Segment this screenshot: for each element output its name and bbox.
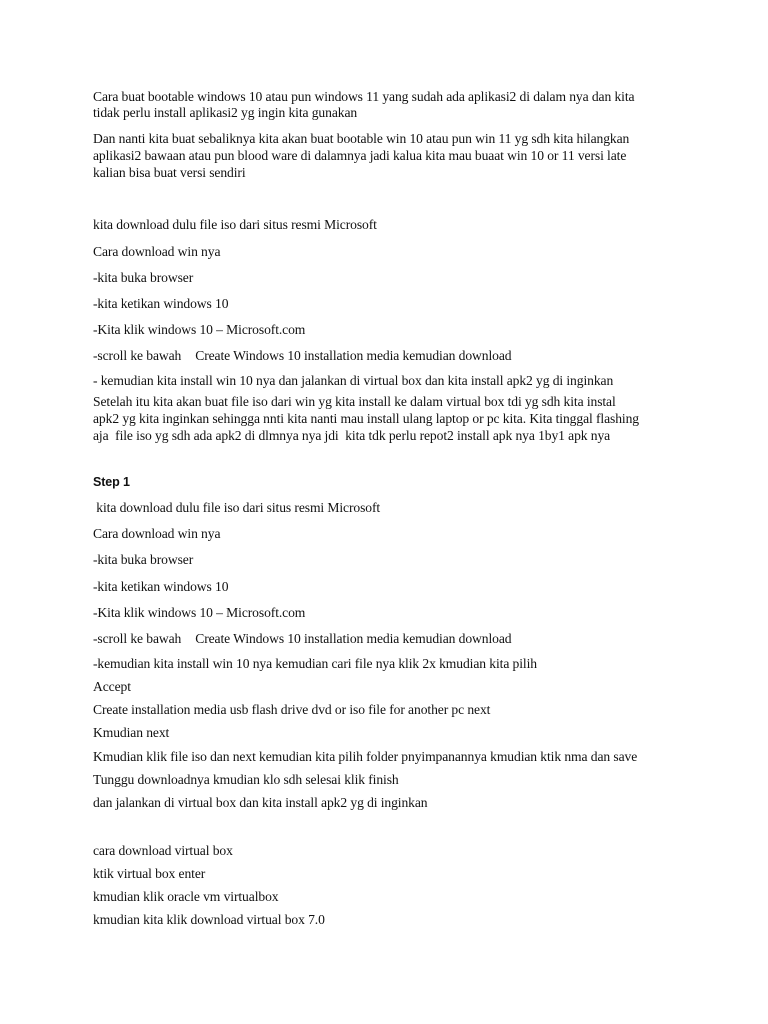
section1-line-6-part-b: Create Windows 10 installation media kemudian download: [195, 348, 512, 363]
step1-line-4: -kita ketikan windows 10: [93, 579, 229, 594]
virtualbox-line-4: kmudian kita klik download virtual box 7.0: [93, 912, 325, 927]
step1-line-12: Tunggu downloadnya kmudian klo sdh selesai klik finish: [93, 772, 399, 787]
section1-paragraph-line-2: apk2 yg kita inginkan sehingga nnti kita nanti mau install ulang laptop or pc kita. Kita tinggal flashing: [93, 411, 639, 426]
section1-line-3: -kita buka browser: [93, 270, 194, 285]
section1-line-1: kita download dulu file iso dari situs resmi Microsoft: [93, 217, 377, 232]
document-page: [93, 0, 693, 1024]
section1-paragraph-line-1: Setelah itu kita akan buat file iso dari win yg kita install ke dalam virtual box tdi yg sdh kita instal: [93, 394, 616, 409]
intro-paragraph-2-line-1: Dan nanti kita buat sebaliknya kita akan buat bootable win 10 atau pun win 11 yg sdh kita hilangkan: [93, 131, 630, 146]
step1-line-10: Kmudian next: [93, 725, 170, 740]
step1-line-6-part-b: Create Windows 10 installation media kemudian download: [195, 631, 512, 646]
step1-line-6: [93, 630, 511, 647]
step1-line-2: Cara download win nya: [93, 526, 221, 541]
step1-line-3: -kita buka browser: [93, 552, 194, 567]
intro-paragraph-2-line-3: kalian bisa buat versi sendiri: [93, 165, 246, 180]
section1-line-6-part-a: -scroll ke bawah: [93, 348, 182, 363]
section1-line-2: Cara download win nya: [93, 244, 221, 259]
virtualbox-line-3: kmudian klik oracle vm virtualbox: [93, 889, 279, 904]
step1-line-6-part-a: -scroll ke bawah: [93, 631, 182, 646]
step1-line-11: Kmudian klik file iso dan next kemudian kita pilih folder pnyimpanannya kmudian ktik nma dan save: [93, 749, 638, 764]
section1-line-7: - kemudian kita install win 10 nya dan jalankan di virtual box dan kita install apk2 yg di inginkan: [93, 373, 614, 388]
step1-line-1: kita download dulu file iso dari situs resmi Microsoft: [93, 500, 381, 515]
intro-paragraph-2-line-2: aplikasi2 bawaan atau pun blood ware di dalamnya jadi kalua kita mau buaat win 10 or 11 versi late: [93, 148, 627, 163]
section1-paragraph-line-3: aja file iso yg sdh ada apk2 di dlmnya nya jdi kita tdk perlu repot2 install apk nya 1by1 apk nya: [93, 428, 611, 443]
intro-paragraph-1-line-1: Cara buat bootable windows 10 atau pun windows 11 yang sudah ada aplikasi2 di dalam nya dan kita: [93, 89, 635, 104]
virtualbox-line-1: cara download virtual box: [93, 843, 233, 858]
step1-line-13: dan jalankan di virtual box dan kita install apk2 yg di inginkan: [93, 795, 428, 810]
step1-line-9: Create installation media usb flash drive dvd or iso file for another pc next: [93, 702, 491, 717]
virtualbox-line-2: ktik virtual box enter: [93, 866, 206, 881]
step1-line-8: Accept: [93, 679, 131, 694]
section1-line-4: -kita ketikan windows 10: [93, 296, 229, 311]
section1-line-6: [93, 347, 511, 364]
step1-line-5: -Kita klik windows 10 – Microsoft.com: [93, 605, 306, 620]
intro-paragraph-1-line-2: tidak perlu install aplikasi2 yg ingin kita gunakan: [93, 105, 358, 120]
step1-line-7: -kemudian kita install win 10 nya kemudian cari file nya klik 2x kmudian kita pilih: [93, 656, 537, 671]
step1-heading: Step 1: [93, 475, 130, 489]
section1-line-5: -Kita klik windows 10 – Microsoft.com: [93, 322, 306, 337]
